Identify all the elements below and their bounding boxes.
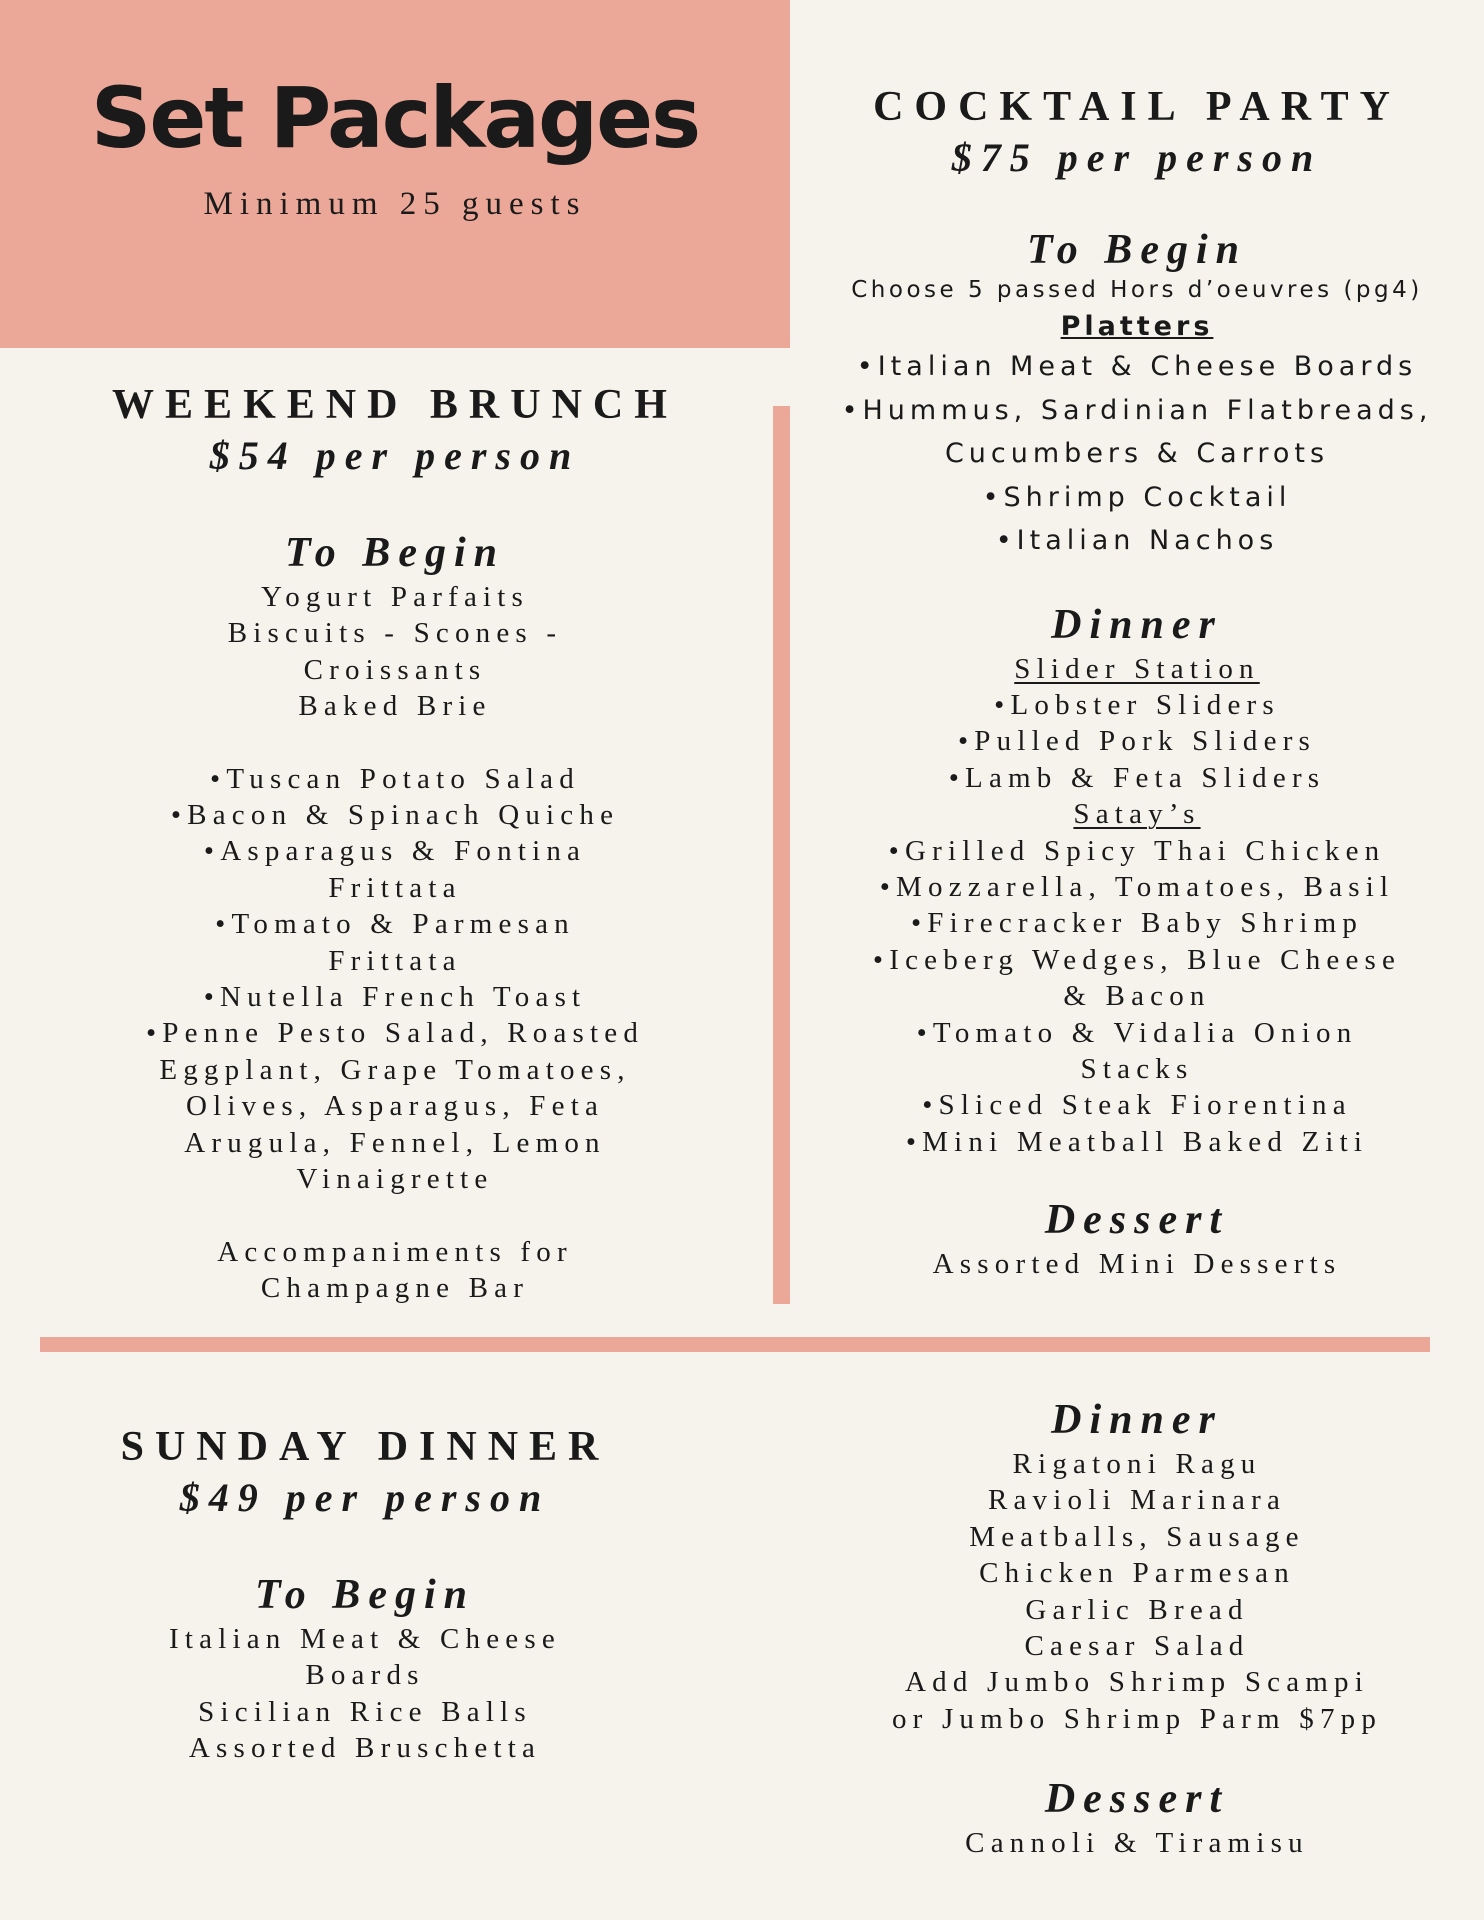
list-item: Sicilian Rice Balls [198, 1695, 532, 1728]
list-item: Italian Meat & Cheese [169, 1623, 561, 1655]
weekend-brunch-title: WEEKEND BRUNCH [112, 382, 678, 428]
list-item: •Lobster Sliders [994, 688, 1280, 721]
cocktail-party-section [790, 83, 1484, 1283]
sunday-dinner-menu [790, 1394, 1484, 1862]
sunday-dinner-title: SUNDAY DINNER [120, 1424, 610, 1470]
list-item: Rigatoni Ragu [1012, 1448, 1262, 1480]
list-item: •Hummus, Sardinian Flatbreads, [841, 394, 1433, 426]
platters-list [790, 345, 1484, 563]
sunday-dinner-dinner: Dinner [1051, 1397, 1223, 1443]
list-item: •Tuscan Potato Salad [210, 762, 580, 795]
sunday-dinner-starters [35, 1621, 695, 1767]
list-item: Eggplant, Grape Tomatoes, [159, 1053, 631, 1086]
platters-label: Platters [1060, 311, 1214, 342]
list-item: Caesar Salad [1024, 1630, 1250, 1663]
satays-label: Satay’s [1073, 798, 1201, 831]
header-block [0, 0, 790, 348]
list-item: Meatballs, Sausage [969, 1520, 1305, 1553]
list-item: •Sliced Steak Fiorentina [922, 1089, 1352, 1122]
list-item: •Penne Pesto Salad, Roasted [145, 1017, 645, 1050]
list-item: Yogurt Parfaits [260, 581, 530, 613]
list-item: Accompaniments for [217, 1235, 573, 1268]
list-item: •Pulled Pork Sliders [957, 725, 1317, 758]
weekend-brunch-starters [65, 579, 725, 725]
vertical-divider [773, 406, 790, 1304]
list-item: •Firecracker Baby Shrimp [910, 907, 1364, 940]
sunday-dinner-price: $49 per person [179, 1475, 551, 1520]
list-item: Add Jumbo Shrimp Scampi [904, 1666, 1370, 1699]
horizontal-divider [40, 1337, 1430, 1352]
list-item: •Grilled Spicy Thai Chicken [888, 834, 1386, 867]
list-item: •Bacon & Spinach Quiche [170, 799, 620, 832]
list-item: •Lamb & Feta Sliders [948, 761, 1326, 794]
list-item: Garlic Bread [1025, 1593, 1249, 1626]
list-item: Cucumbers & Carrots [944, 438, 1330, 469]
list-item: •Iceberg Wedges, Blue Cheese [872, 943, 1402, 976]
weekend-brunch-price: $54 per person [209, 433, 581, 478]
cocktail-party-price: $75 per person [951, 135, 1323, 180]
hors-doeuvres-note: Choose 5 passed Hors d’oeuvres (pg4) [851, 277, 1423, 303]
page-subtitle: Minimum 25 guests [203, 186, 587, 222]
weekend-brunch-to-begin: To Begin [285, 530, 505, 576]
list-item: •Mini Meatball Baked Ziti [905, 1125, 1369, 1158]
list-item: •Tomato & Parmesan [215, 908, 575, 941]
list-item: •Mozzarella, Tomatoes, Basil [879, 870, 1395, 903]
weekend-brunch-accompaniments [65, 1234, 725, 1307]
list-item: Assorted Bruschetta [188, 1732, 542, 1765]
cocktail-party-title: COCKTAIL PARTY [873, 84, 1401, 130]
cocktail-party-dessert: Dessert [1044, 1197, 1230, 1244]
sunday-dinner-section [35, 1423, 695, 1767]
list-item: Olives, Asparagus, Feta [185, 1090, 605, 1123]
list-item: Vinaigrette [296, 1163, 494, 1196]
cocktail-party-to-begin: To Begin [1027, 227, 1247, 273]
cocktail-party-dinner: Dinner [1051, 601, 1223, 648]
list-item: Arugula, Fennel, Lemon [184, 1126, 606, 1159]
list-item: •Nutella French Toast [203, 981, 587, 1014]
sunday-dinner-dessert: Dessert [1044, 1776, 1230, 1823]
cocktail-dessert-item: Assorted Mini Desserts [932, 1248, 1342, 1281]
list-item: Croissants [303, 653, 487, 686]
sunday-dinner-to-begin: To Begin [255, 1572, 475, 1618]
list-item: •Italian Meat & Cheese Boards [856, 351, 1418, 382]
list-item: Stacks [1080, 1052, 1194, 1085]
slider-station-label: Slider Station [1014, 652, 1260, 685]
list-item: Chicken Parmesan [979, 1557, 1295, 1590]
satays-list [790, 833, 1484, 1161]
list-item: Biscuits - Scones - [227, 617, 563, 650]
list-item: Ravioli Marinara [987, 1484, 1287, 1517]
list-item: Frittata [328, 871, 462, 904]
weekend-brunch-section [65, 381, 725, 1306]
list-item: •Italian Nachos [995, 525, 1279, 556]
list-item: Baked Brie [298, 690, 492, 723]
page-title: Set Packages [90, 69, 700, 167]
list-item: or Jumbo Shrimp Parm $7pp [891, 1702, 1383, 1735]
list-item: •Asparagus & Fontina [203, 835, 587, 868]
list-item: •Tomato & Vidalia Onion [916, 1016, 1358, 1049]
sunday-dessert-item: Cannoli & Tiramisu [965, 1827, 1309, 1860]
list-item: Champagne Bar [260, 1271, 530, 1304]
list-item: Frittata [328, 944, 462, 977]
sunday-dinner-items [790, 1446, 1484, 1737]
weekend-brunch-items [65, 761, 725, 1198]
sliders-list [790, 687, 1484, 796]
list-item: Boards [305, 1659, 425, 1692]
list-item: •Shrimp Cocktail [982, 481, 1292, 513]
list-item: & Bacon [1063, 980, 1211, 1013]
